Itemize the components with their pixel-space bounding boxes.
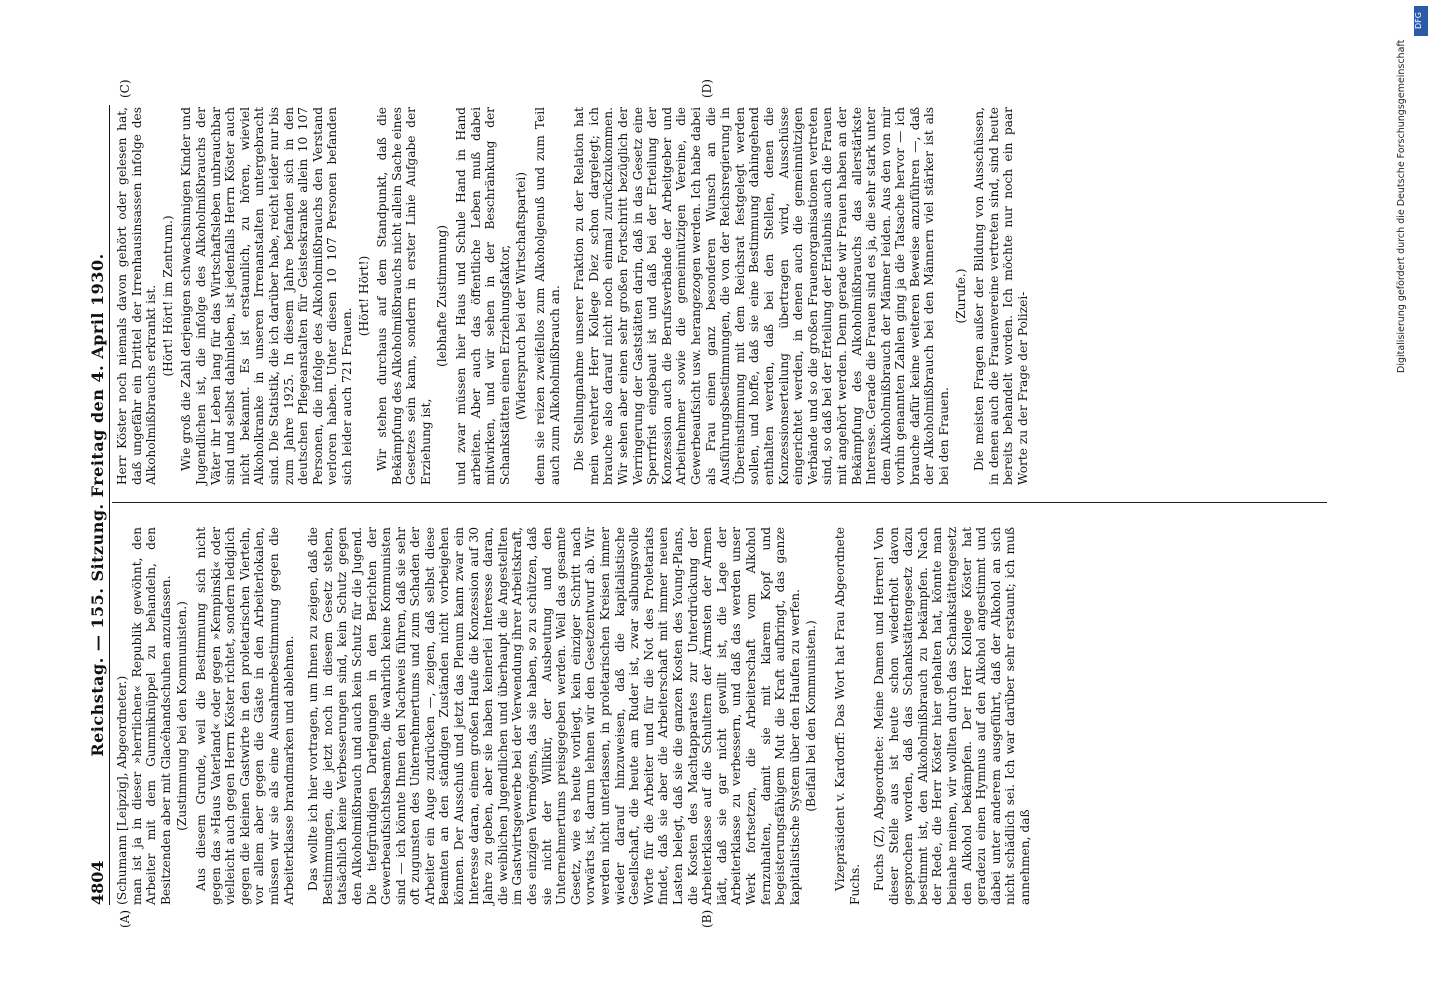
- interjection: (Hört! Hört!): [356, 255, 371, 337]
- paragraph: und zwar müssen hier Haus und Schule Hand in Hand arbeiten. Aber auch das öffentliche Leben muß dabei mitwirken, und wir sehen in der Beschränkung der Schankstätten einen Erziehungsfaktor,: [454, 107, 512, 485]
- paragraph: Wie groß die Zahl derjenigen schwachsinnigen Kinder und Jugendlichen ist, die infolge des Alkoholmißbrauchs der Väter ihr Leben lang für das Wirtschaftsleben unbrauchbar sind und selbst dahinleben, ist jedenfalls Herrn Köster auch nicht bekannt. Es ist erstaunlich, zu hören, wieviel Alkoholkranke in unseren Irrenanstalten untergebracht sind. Die Statistik, die ich darüber habe, reicht leider nur bis zum Jahre 1925. In diesem Jahre befanden sich in den deutschen Pflegeanstalten für Geisteskranke allein 10 107 Personen, die infolge des Alkoholmißbrauchs den Verstand verloren haben. Unter diesen 10 107 Personen befanden sich leider auch 721 Frauen.: [179, 107, 354, 485]
- interjection: (Beifall bei den Kommunisten.): [804, 620, 819, 812]
- paragraph: Vizepräsident v. Kardorff: Das Wort hat Frau Abgeordnete Fuchs.: [832, 527, 862, 905]
- interjection: (lebhafte Zustimmung): [435, 225, 450, 368]
- page-header: [85, 105, 110, 905]
- left-column: [115, 527, 1033, 905]
- page-title: Reichstag. — 155. Sitzung. Freitag den 4. April 1930.: [88, 253, 107, 757]
- paragraph: denn sie reizen zweifellos zum Alkoholgenuß und zum Teil auch zum Alkoholmißbrauch an.: [533, 107, 562, 485]
- right-column: [115, 107, 1031, 485]
- paragraph: man ist ja in dieser »herrlichen« Republik gewöhnt, den Arbeiter mit dem Gummiknüppel zu behandeln, den Besitzenden aber mit Glacéhandschuhen anzufassen.: [129, 527, 173, 905]
- margin-marker-d: (D): [700, 79, 714, 98]
- paragraph: Herr Köster noch niemals davon gehört oder gelesen hat, daß ungefähr ein Drittel der Irrenhausinsassen infolge des Alkoholmißbrauchs erkrankt ist.: [115, 107, 159, 485]
- speaker-reference: (Schumann [Leipzig], Abgeordneter.): [115, 675, 129, 905]
- page-number: 4804: [88, 860, 107, 905]
- paragraph: Wir stehen durchaus auf dem Standpunkt, daß die Bekämpfung des Alkoholmißbrauchs nicht allein Sache eines Gesetzes sein kann, sondern in erster Linie Aufgabe der Erziehung ist,: [375, 107, 433, 485]
- margin-marker-c: (C): [118, 79, 132, 98]
- paragraph: Die Stellungnahme unserer Fraktion zu der Relation hat mein verehrter Herr Kollege Diez schon dargelegt; ich brauche also darauf nicht noch einmal zurückzukommen. Wir sehen aber einen sehr großen Fortschritt bezüglich der Verringerung der Gaststätten darin, daß in das Gesetz eine Sperrfrist eingebaut ist und daß bei der Erteilung der Konzession auch die Berufsverbände der Arbeitgeber und Arbeitnehmer sowie die gemeinnützigen Vereine, die Gewerbeaufsicht usw. herangezogen werden. Ich habe dabei als Frau einen ganz besonderen Wunsch an die Ausführungsbestimmungen, die von der Reichsregierung in Übereinstimmung mit dem Reichsrat festgelegt werden sollen, und hoffe, daß sie eine Bestimmung dahingehend enthalten werden, daß bei den Stellen, denen die Konzessionserteilung übertragen wird, Ausschüsse eingerichtet werden, in denen auch die gemeinnützigen Verbände und so die großen Frauenorganisationen vertreten sind, so daß bei der Erteilung der Erlaubnis auch die Frauen mit angehört werden. Denn gerade wir Frauen haben an der Bekämpfung des Alkoholmißbrauchs das allerstärkste Interesse. Gerade die Frauen sind es ja, die sehr stark unter dem Alkoholmißbrauch der Männer leiden. Aus den von mir vorhin genannten Zahlen ging ja die Tatsache hervor — ich brauche dafür keine weiteren Beweise anzuführen —, daß der Alkoholmißbrauch bei den Männern viel stärker ist als bei den Frauen.: [572, 107, 952, 485]
- margin-marker-b: (B): [700, 909, 714, 928]
- column-divider: [112, 502, 1327, 503]
- interjection: (Hört! Hört! im Zentrum.): [160, 215, 175, 377]
- paragraph: Aus diesem Grunde, weil die Bestimmung sich nicht gegen das »Haus Vaterland« oder gegen »Kempinski« oder vielleicht auch gegen Herrn Köster richtet, sondern lediglich gegen die kleinen Gastwirte in den proletarischen Vierteln, vor allem aber gegen die Gäste in den Arbeiterlokalen, müssen wir sie als eine Ausnahmebestimmung gegen die Arbeiterklasse brandmarken und ablehnen.: [193, 527, 296, 905]
- margin-marker-a: (A): [118, 909, 132, 928]
- paragraph: Die meisten Fragen außer der Bildung von Ausschüssen, in denen auch die Frauenvereine vertreten sind, sind heute bereits behandelt worden. Ich möchte nur noch ein paar Worte zu der Frage der Polizei-: [972, 107, 1031, 485]
- paragraph: Fuchs (Z), Abgeordnete: Meine Damen und Herren! Von dieser Stelle aus ist heute schon wiederholt davon gesprochen worden, daß das Schankstättengesetz dazu bestimmt ist, den Alkoholmißbrauch zu bekämpfen. Nach der Rede, die Herr Köster hier gehalten hat, könnte man beinahe meinen, wir wollten durch das Schankstättengesetz den Alkohol bekämpfen. Der Herr Kollege Köster hat geradezu einen Hymnus auf den Alkohol angestimmt und dabei unter anderem ausgeführt, daß der Alkohol an sich nicht schädlich sei. Ich war darüber sehr erstaunt; ich muß annehmen, daß: [872, 527, 1033, 905]
- interjection: (Zustimmung bei den Kommunisten.): [175, 601, 190, 831]
- paragraph: Das wollte ich hier vortragen, um Ihnen zu zeigen, daß die Bestimmungen, die jetzt noch in diesem Gesetz stehen, tatsächlich keine Verbesserungen sind, kein Schutz gegen den Alkoholmißbrauch und auch kein Schutz für die Jugend. Die tiefgründigen Darlegungen in den Berichten der Gewerbeaufsichtsbeamten, die wahrlich keine Kommunisten sind — ich könnte Ihnen den Nachweis führen, daß sie sehr oft zugunsten des Unternehmertums und zum Schaden der Arbeiter ein Auge zudrücken —, zeigen, daß selbst diese Beamten an den ständigen Zuständen nicht vorbeigehen können. Der Ausschuß und jetzt das Plenum kann zwar ein Interesse daran, einem großen Haufe die Konzession auf 30 Jahre zu geben, aber sie haben keinerlei Interesse daran, die weiblichen Jugendlichen und überhaupt die Angestellten im Gastwirtsgewerbe bei der Verwendung ihrer Arbeitskraft, des einzigen Vermögens, das sie haben, so zu schützen, daß sie nicht der Willkür, der Ausbeutung und den Unternehmertums preisgegeben werden. Weil das gesamte Gesetz, wie es heute vorliegt, kein einziger Schritt nach vorwärts ist, darum lehnen wir den Gesetzentwurf ab. Wir werden nicht unterlassen, in proletarischen Kreisen immer wieder darauf hinzuweisen, daß die kapitalistische Gesellschaft, die heute am Ruder ist, zwar salbungsvolle Worte für die Arbeiter und für die Not des Proletariats findet, daß sie aber die Arbeiterschaft mit immer neuen Lasten belegt, daß sie die ganzen Kosten des Young-Plans, die Kosten des Machtapparates zur Unterdrückung der Arbeiterklasse auf die Schultern der Ärmsten der Armen lädt, daß sie gar nicht gewillt ist, die Lage der Arbeiterklasse zu verbessern, und daß das werden unser Werk fortsetzen, die Arbeiterschaft vom Alkohol fernzuhalten, damit sie mit klarem Kopf und begeisterungsfähigem Mut die Kraft aufbringt, das ganze kapitalistische System über den Haufen zu werfen.: [306, 527, 802, 905]
- dfg-logo: DFG: [1414, 6, 1428, 36]
- interjection: (Zurufe.): [953, 268, 968, 324]
- interjection: (Widerspruch bei der Wirtschaftspartei): [514, 171, 529, 421]
- digitization-credit: Digitalisierung gefördert durch die Deutsche Forschungsgemeinschaft: [1396, 40, 1407, 374]
